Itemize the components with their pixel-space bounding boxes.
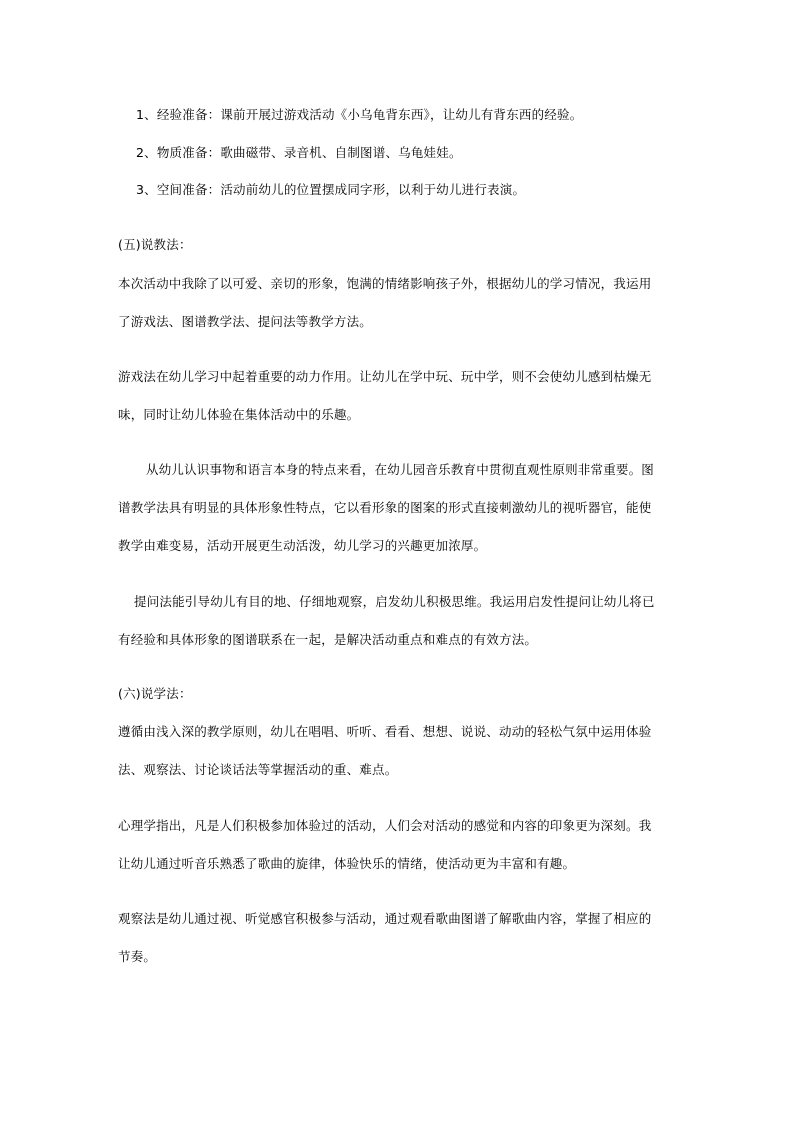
section-heading-teaching-methods: (五)说教法：: [118, 237, 192, 252]
prep-item-materials: 2、物质准备：歌曲磁带、录音机、自制图谱、乌龟娃娃。: [136, 145, 462, 160]
paragraph-line: 有经验和具体形象的图谱联系在一起，是解决活动重点和难点的有效方法。: [118, 632, 538, 647]
paragraph-line: 了游戏法、图谱教学法、提问法等教学方法。: [118, 314, 373, 329]
paragraph-line: 游戏法在幼儿学习中起着重要的动力作用。让幼儿在学中玩、玩中学，则不会使幼儿感到枯燥无: [118, 369, 652, 384]
paragraph-line: 味，同时让幼儿体验在集体活动中的乐趣。: [118, 407, 360, 422]
paragraph-line: 让幼儿通过听音乐熟悉了歌曲的旋律，体验快乐的情绪，使活动更为丰富和有趣。: [118, 856, 576, 871]
paragraph-line: 从幼儿认识事物和语言本身的特点来看，在幼儿园音乐教育中贯彻直观性原则非常重要。图: [146, 462, 655, 477]
prep-item-space: 3、空间准备：活动前幼儿的位置摆成同字形，以利于幼儿进行表演。: [136, 182, 526, 197]
paragraph-line: 遵循由浅入深的教学原则，幼儿在唱唱、听听、看看、想想、说说、动动的轻松气氛中运用体验: [118, 724, 652, 739]
paragraph-line: 节奏。: [118, 949, 157, 964]
paragraph-line: 观察法是幼儿通过视、听觉感官积极参与活动，通过观看歌曲图谱了解歌曲内容，掌握了相应的: [118, 911, 652, 926]
paragraph-line: 本次活动中我除了以可爱、亲切的形象，饱满的情绪影响孩子外，根据幼儿的学习情况，我运用: [118, 276, 652, 291]
paragraph-line: 心理学指出，凡是人们积极参加体验过的活动，人们会对活动的感觉和内容的印象更为深刻。我: [118, 818, 652, 833]
paragraph-line: 法、观察法、讨论谈话法等掌握活动的重、难点。: [118, 762, 398, 777]
paragraph-line: 提问法能引导幼儿有目的地、仔细地观察，启发幼儿积极思维。我运用启发性提问让幼儿将已: [134, 594, 655, 609]
paragraph-line: 教学由难变易，活动开展更生动活泼，幼儿学习的兴趣更加浓厚。: [118, 538, 487, 553]
prep-item-experience: 1、经验准备：课前开展过游戏活动《小乌龟背东西》，让幼儿有背东西的经验。: [136, 107, 583, 122]
paragraph-line: 谱教学法具有明显的具体形象性特点，它以看形象的图案的形式直接刺激幼儿的视听器官，能使: [118, 500, 652, 515]
section-heading-learning-methods: (六)说学法：: [118, 686, 192, 701]
